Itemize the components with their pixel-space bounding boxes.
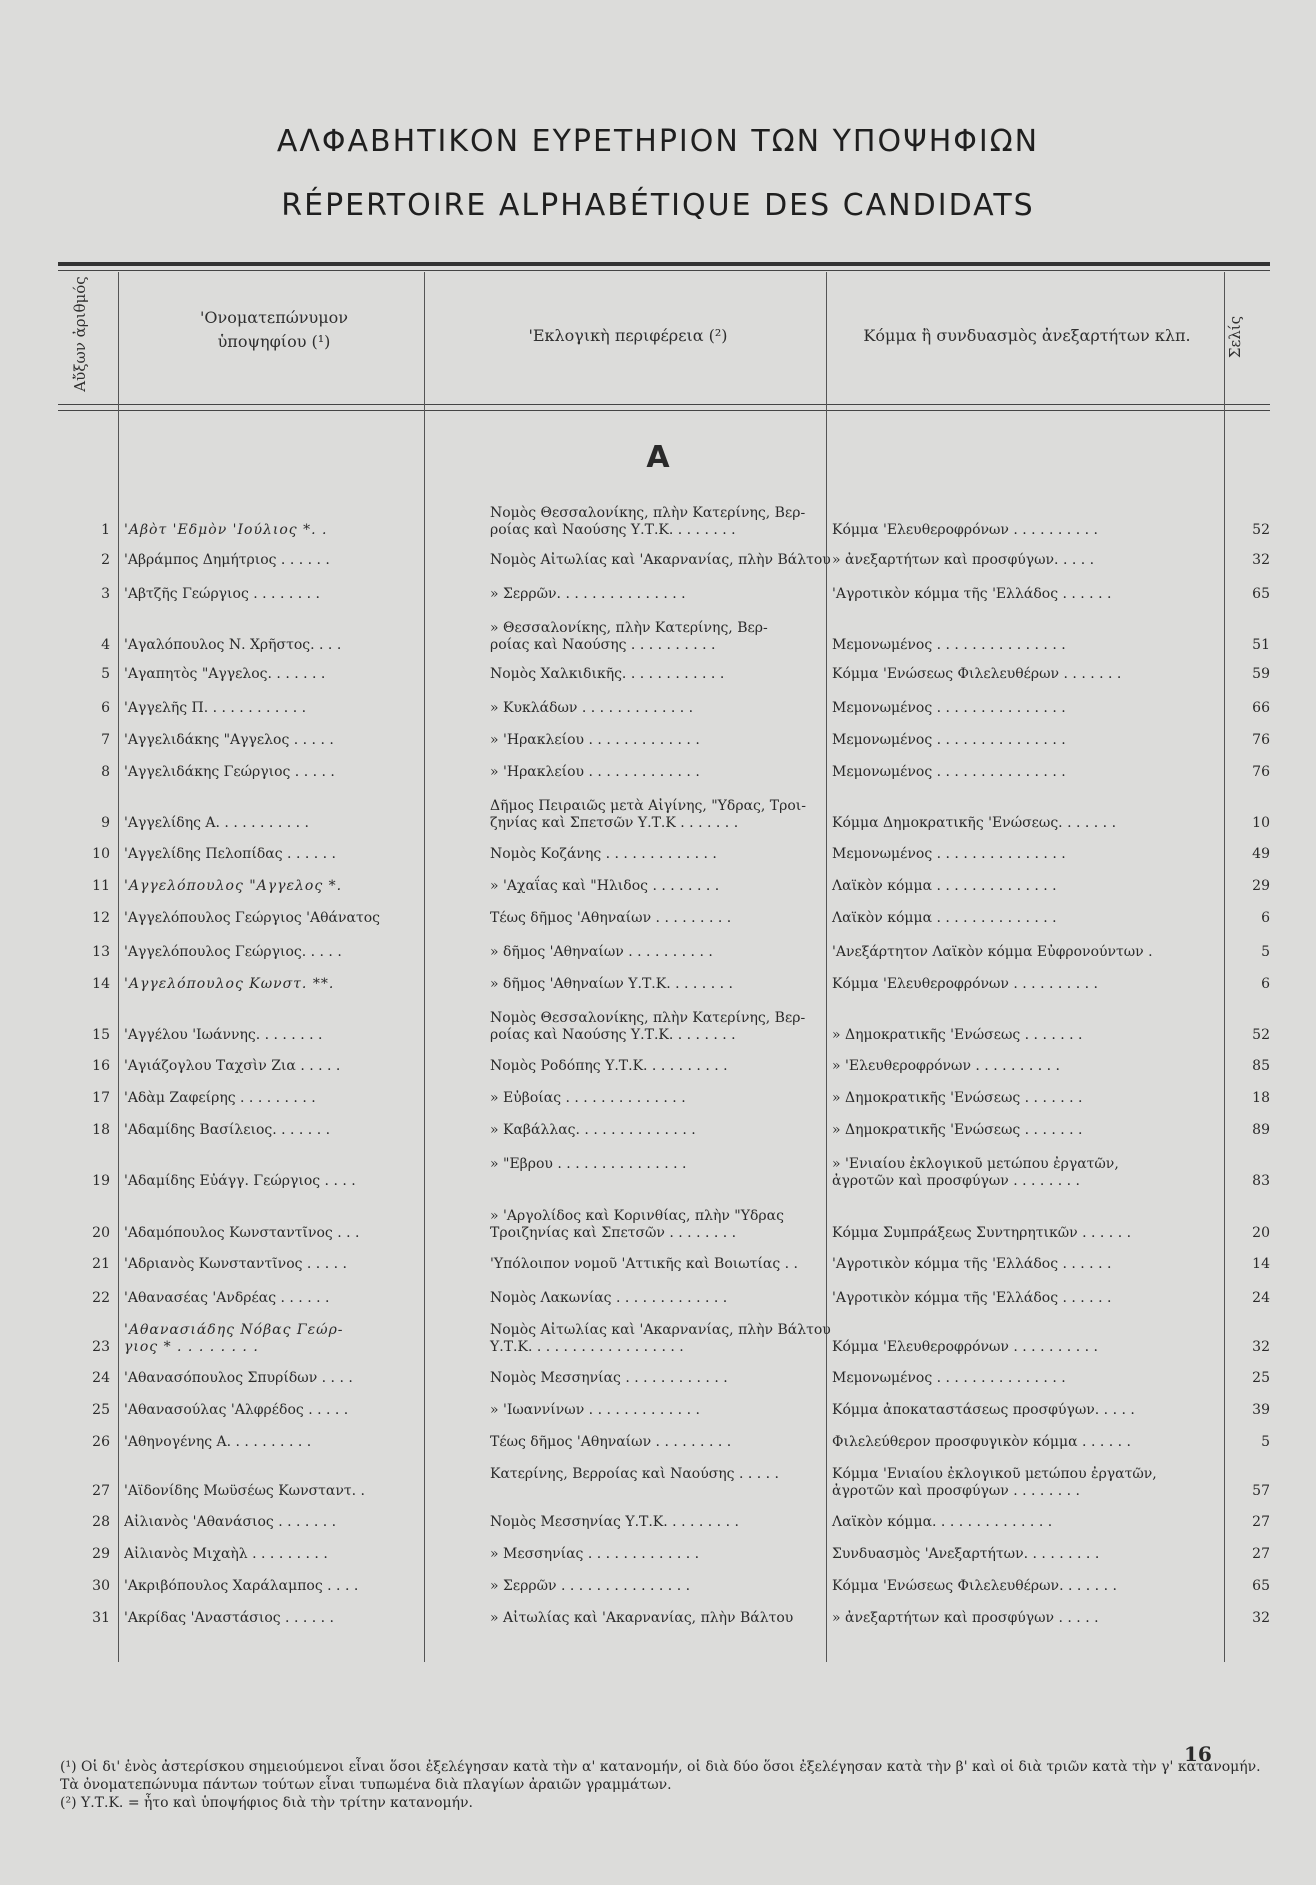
electoral-region: Νομὸς Αἰτωλίας καὶ 'Ακαρνανίας, πλὴν Βάλτου Υ.Τ.Κ. . . . . . . . . . . . . . . . . .	[490, 1322, 831, 1355]
header-rule-top-thin	[58, 270, 1270, 271]
candidate-name: 'Αβτζῆς Γεώργιος . . . . . . . .	[124, 586, 321, 602]
row-number: 9	[101, 815, 110, 831]
page-reference: 83	[1252, 1173, 1270, 1189]
candidate-name: 'Αδαμόπουλος Κωνσταντῖνος . . .	[124, 1225, 360, 1241]
party-name: Κόμμα 'Ενώσεως Φιλελευθέρων . . . . . . .	[832, 666, 1122, 682]
page-reference: 89	[1252, 1122, 1270, 1138]
row-number: 25	[92, 1402, 110, 1418]
column-header-region: 'Εκλογικὴ περιφέρεια (²)	[528, 326, 728, 345]
party-name: Συνδυασμὸς 'Ανεξαρτήτων. . . . . . . . .	[832, 1546, 1100, 1562]
electoral-region: » Σερρῶν. . . . . . . . . . . . . . .	[490, 586, 686, 602]
party-name: Μεμονωμένος . . . . . . . . . . . . . . .	[832, 764, 1066, 780]
row-number: 7	[101, 732, 110, 748]
candidate-name: 'Αγγελιδάκης Γεώργιος . . . . .	[124, 764, 335, 780]
row-number: 2	[101, 552, 110, 568]
column-header-name	[124, 306, 424, 354]
electoral-region: 'Υπόλοιπον νομοῦ 'Αττικῆς καὶ Βοιωτίας . .	[490, 1256, 798, 1272]
page-reference: 32	[1252, 1339, 1270, 1355]
party-name: » 'Ενιαίου ἐκλογικοῦ μετώπου ἐργατῶν, ἀγροτῶν καὶ προσφύγων . . . . . . . .	[832, 1156, 1119, 1189]
page-reference: 27	[1252, 1514, 1270, 1530]
party-name: Κόμμα Συμπράξεως Συντηρητικῶν . . . . . .	[832, 1225, 1132, 1241]
candidate-name: 'Αγγελόπουλος "Αγγελος *.	[124, 878, 343, 894]
electoral-region: » δῆμος 'Αθηναίων . . . . . . . . . .	[490, 944, 713, 960]
row-number: 17	[92, 1090, 110, 1106]
page-reference: 32	[1252, 1610, 1270, 1626]
page-reference: 57	[1252, 1483, 1270, 1499]
candidate-name: Αἰλιανὸς 'Αθανάσιος . . . . . . .	[124, 1514, 337, 1530]
electoral-region: Τέως δῆμος 'Αθηναίων . . . . . . . . .	[490, 910, 732, 926]
candidate-name: 'Αθηνογένης Α. . . . . . . . . .	[124, 1434, 312, 1450]
row-number: 26	[92, 1434, 110, 1450]
page-reference: 49	[1252, 846, 1270, 862]
candidate-name: 'Αγγελόπουλος Γεώργιος. . . . .	[124, 944, 342, 960]
candidate-name: 'Αγγελόπουλος Γεώργιος 'Αθάνατος	[124, 910, 380, 926]
row-number: 14	[92, 976, 110, 992]
row-number: 20	[92, 1225, 110, 1241]
electoral-region: Νομὸς Αἰτωλίας καὶ 'Ακαρνανίας, πλὴν Βάλτου	[490, 552, 831, 568]
title-greek: ΑΛΦΑΒΗΤΙΚΟΝ ΕΥΡΕΤΗΡΙΟΝ ΤΩΝ ΥΠΟΨΗΦΙΩΝ	[276, 124, 1040, 159]
row-number: 1	[101, 522, 110, 538]
row-number: 18	[92, 1122, 110, 1138]
party-name: » 'Ελευθεροφρόνων . . . . . . . . . .	[832, 1058, 1060, 1074]
page-reference: 14	[1252, 1256, 1270, 1272]
page-reference: 76	[1252, 732, 1270, 748]
electoral-region: » 'Αργολίδος καὶ Κορινθίας, πλὴν "Υδρας Τροιζηνίας καὶ Σπετσῶν . . . . . . . .	[490, 1208, 784, 1241]
row-number: 8	[101, 764, 110, 780]
row-number: 13	[92, 944, 110, 960]
electoral-region: » 'Ιωαννίνων . . . . . . . . . . . . .	[490, 1402, 700, 1418]
row-number: 6	[101, 700, 110, 716]
electoral-region: » Εὐβοίας . . . . . . . . . . . . . .	[490, 1090, 686, 1106]
column-header-number: Αὔξων ἀριθμός	[71, 276, 89, 392]
party-name: Μεμονωμένος . . . . . . . . . . . . . . .	[832, 700, 1066, 716]
page-reference: 52	[1252, 1027, 1270, 1043]
electoral-region: » "Εβρου . . . . . . . . . . . . . . .	[490, 1156, 687, 1172]
electoral-region: Νομὸς Χαλκιδικῆς. . . . . . . . . . . .	[490, 666, 725, 682]
candidate-name: 'Αγγελόπουλος Κωνστ. **.	[124, 976, 335, 992]
party-name: Λαϊκὸν κόμμα. . . . . . . . . . . . . .	[832, 1514, 1053, 1530]
candidate-name: 'Αβὸτ 'Εδμὸν 'Ιούλιος *. .	[124, 522, 328, 538]
footnote-2: (²) Υ.Τ.Κ. = ἦτο καὶ ὑποψήφιος διὰ τὴν τρίτην κατανομήν.	[60, 1795, 473, 1811]
footnote-1: (¹) Οἱ δι' ἑνὸς ἀστερίσκου σημειούμενοι εἶναι ὅσοι ἐξελέγησαν κατὰ τὴν α' κατανομήν, οἱ διὰ δύο ὅσοι ἐξελέγησαν κατὰ τὴν β' καὶ οἱ διὰ τριῶν κατὰ τὴν γ' κατανομήν. Τὰ ὀνοματεπώνυμα πάντων τούτων εἶναι τυπωμένα διὰ πλαγίων ἀραιῶν γραμμάτων.	[60, 1759, 1261, 1793]
candidate-name: 'Αγαπητὸς "Αγγελος. . . . . . .	[124, 666, 326, 682]
electoral-region: Κατερίνης, Βερροίας καὶ Ναούσης . . . . .	[490, 1466, 780, 1482]
row-number: 23	[92, 1339, 110, 1355]
party-name: Μεμονωμένος . . . . . . . . . . . . . . .	[832, 846, 1066, 862]
party-name: » Δημοκρατικῆς 'Ενώσεως . . . . . . .	[832, 1090, 1083, 1106]
column-header-party: Κόμμα ἢ συνδυασμὸς ἀνεξαρτήτων κλπ.	[863, 326, 1191, 345]
row-number: 5	[101, 666, 110, 682]
candidate-name: 'Αβράμπος Δημήτριος . . . . . .	[124, 552, 330, 568]
row-number: 29	[92, 1546, 110, 1562]
party-name: » Δημοκρατικῆς 'Ενώσεως . . . . . . .	[832, 1122, 1083, 1138]
page-reference: 6	[1261, 910, 1270, 926]
electoral-region: » Κυκλάδων . . . . . . . . . . . . .	[490, 700, 694, 716]
party-name: » Δημοκρατικῆς 'Ενώσεως . . . . . . .	[832, 1027, 1083, 1043]
column-divider-region	[826, 272, 827, 1662]
header-rule-bottom	[58, 404, 1270, 405]
candidate-name: 'Αδριανὸς Κωνσταντῖνος . . . . .	[124, 1256, 347, 1272]
candidate-name: 'Αθανασούλας 'Αλφρέδος . . . . .	[124, 1402, 349, 1418]
electoral-region: Νομὸς Ροδόπης Υ.Τ.Κ. . . . . . . . . .	[490, 1058, 728, 1074]
candidate-name: 'Αθανασιάδης Νόβας Γεώρ- γιος * . . . . . . . .	[124, 1322, 344, 1355]
party-name: Κόμμα ἀποκαταστάσεως προσφύγων. . . . .	[832, 1402, 1135, 1418]
party-name: Κόμμα Δημοκρατικῆς 'Ενώσεως. . . . . . .	[832, 815, 1117, 831]
electoral-region: » Θεσσαλονίκης, πλὴν Κατερίνης, Βερ- ροίας καὶ Ναούσης . . . . . . . . . .	[490, 620, 768, 653]
page-reference: 10	[1252, 815, 1270, 831]
page-reference: 52	[1252, 522, 1270, 538]
header-rule-top	[58, 262, 1270, 266]
candidate-name: 'Αθανασόπουλος Σπυρίδων . . . .	[124, 1370, 353, 1386]
page-reference: 5	[1261, 1434, 1270, 1450]
row-number: 31	[92, 1610, 110, 1626]
row-number: 4	[101, 637, 110, 653]
row-number: 22	[92, 1290, 110, 1306]
page-reference: 25	[1252, 1370, 1270, 1386]
candidate-name: 'Αδαμίδης Εὐάγγ. Γεώργιος . . . .	[124, 1173, 356, 1189]
party-name: 'Αγροτικὸν κόμμα τῆς 'Ελλάδος . . . . . .	[832, 1256, 1112, 1272]
footnotes	[60, 1758, 1272, 1812]
column-header-name-line2: ὑποψηφίου (¹)	[217, 332, 331, 351]
candidate-name: 'Αϊδονίδης Μωϋσέως Κωνσταντ. .	[124, 1483, 365, 1499]
electoral-region: Δῆμος Πειραιῶς μετὰ Αἰγίνης, "Υδρας, Τροι- ζηνίας καὶ Σπετσῶν Υ.Τ.Κ . . . . . . .	[490, 798, 806, 831]
party-name: Λαϊκὸν κόμμα . . . . . . . . . . . . . .	[832, 878, 1057, 894]
electoral-region: » Καβάλλας. . . . . . . . . . . . . .	[490, 1122, 696, 1138]
row-number: 12	[92, 910, 110, 926]
candidate-name: 'Αγγελῆς Π. . . . . . . . . . . .	[124, 700, 307, 716]
page-reference: 39	[1252, 1402, 1270, 1418]
row-number: 30	[92, 1578, 110, 1594]
candidate-name: 'Ακρίδας 'Αναστάσιος . . . . . .	[124, 1610, 334, 1626]
column-header-page: Σελίς	[1226, 315, 1244, 359]
electoral-region: Νομὸς Μεσσηνίας . . . . . . . . . . . .	[490, 1370, 728, 1386]
candidate-name: 'Αγγελίδης Α. . . . . . . . . . .	[124, 815, 309, 831]
party-name: 'Αγροτικὸν κόμμα τῆς 'Ελλάδος . . . . . .	[832, 1290, 1112, 1306]
party-name: Κόμμα 'Ενιαίου ἐκλογικοῦ μετώπου ἐργατῶν, ἀγροτῶν καὶ προσφύγων . . . . . . . .	[832, 1466, 1157, 1499]
header-rule-bottom-2	[58, 410, 1270, 411]
page-reference: 29	[1252, 878, 1270, 894]
electoral-region: Τέως δῆμος 'Αθηναίων . . . . . . . . .	[490, 1434, 732, 1450]
party-name: Μεμονωμένος . . . . . . . . . . . . . . .	[832, 732, 1066, 748]
column-divider-number	[118, 272, 119, 1662]
party-name: Λαϊκὸν κόμμα . . . . . . . . . . . . . .	[832, 910, 1057, 926]
page-reference: 18	[1252, 1090, 1270, 1106]
row-number: 28	[92, 1514, 110, 1530]
candidate-name: 'Αγιάζογλου Ταχσὶν Ζια . . . . .	[124, 1058, 341, 1074]
page-reference: 65	[1252, 586, 1270, 602]
party-name: Κόμμα 'Ελευθεροφρόνων . . . . . . . . . .	[832, 976, 1098, 992]
electoral-region: Νομὸς Λακωνίας . . . . . . . . . . . . .	[490, 1290, 728, 1306]
electoral-region: » δῆμος 'Αθηναίων Υ.Τ.Κ. . . . . . . .	[490, 976, 733, 992]
candidate-name: Αἰλιανὸς Μιχαὴλ . . . . . . . . .	[124, 1546, 328, 1562]
party-name: Φιλελεύθερον προσφυγικὸν κόμμα . . . . . .	[832, 1434, 1131, 1450]
page-reference: 85	[1252, 1058, 1270, 1074]
column-divider-name	[424, 272, 425, 1662]
candidate-name: 'Αδαμίδης Βασίλειος. . . . . . .	[124, 1122, 331, 1138]
party-name: Κόμμα 'Ελευθεροφρόνων . . . . . . . . . .	[832, 522, 1098, 538]
page-number: 16	[1184, 1742, 1212, 1766]
party-name: » ἀνεξαρτήτων καὶ προσφύγων. . . . .	[832, 552, 1095, 568]
row-number: 21	[92, 1256, 110, 1272]
candidate-name: 'Αδὰμ Ζαφείρης . . . . . . . . .	[124, 1090, 316, 1106]
row-number: 15	[92, 1027, 110, 1043]
party-name: Μεμονωμένος . . . . . . . . . . . . . . .	[832, 637, 1066, 653]
section-letter: Α	[646, 440, 670, 475]
title-french: RÉPERTOIRE ALPHABÉTIQUE DES CANDIDATS	[281, 188, 1035, 223]
electoral-region: » Αἰτωλίας καὶ 'Ακαρνανίας, πλὴν Βάλτου	[490, 1610, 794, 1626]
row-number: 3	[101, 586, 110, 602]
party-name: Κόμμα 'Ελευθεροφρόνων . . . . . . . . . .	[832, 1339, 1098, 1355]
page-reference: 51	[1252, 637, 1270, 653]
party-name: Κόμμα 'Ενώσεως Φιλελευθέρων. . . . . . .	[832, 1578, 1117, 1594]
electoral-region: » 'Ηρακλείου . . . . . . . . . . . . .	[490, 764, 700, 780]
candidate-name: 'Αγγελίδης Πελοπίδας . . . . . .	[124, 846, 336, 862]
electoral-region: Νομὸς Θεσσαλονίκης, πλὴν Κατερίνης, Βερ- ροίας καὶ Ναούσης Υ.Τ.Κ. . . . . . . .	[490, 1010, 806, 1043]
candidate-name: 'Αγαλόπουλος Ν. Χρῆστος. . . .	[124, 637, 342, 653]
electoral-region: » Σερρῶν . . . . . . . . . . . . . . .	[490, 1578, 691, 1594]
page-reference: 76	[1252, 764, 1270, 780]
candidate-name: 'Αγγελιδάκης "Αγγελος . . . . .	[124, 732, 334, 748]
party-name: 'Ανεξάρτητον Λαϊκὸν κόμμα Εὐφρονούντων .	[832, 944, 1153, 960]
candidate-name: 'Αθανασέας 'Ανδρέας . . . . . .	[124, 1290, 330, 1306]
column-header-name-line1: 'Ονοματεπώνυμον	[200, 308, 348, 327]
page-reference: 6	[1261, 976, 1270, 992]
row-number: 27	[92, 1483, 110, 1499]
page-reference: 27	[1252, 1546, 1270, 1562]
page-reference: 59	[1252, 666, 1270, 682]
page-reference: 24	[1252, 1290, 1270, 1306]
candidate-name: 'Αγγέλου 'Ιωάννης. . . . . . . .	[124, 1027, 323, 1043]
row-number: 10	[92, 846, 110, 862]
page-reference: 66	[1252, 700, 1270, 716]
row-number: 16	[92, 1058, 110, 1074]
electoral-region: Νομὸς Μεσσηνίας Υ.Τ.Κ. . . . . . . . .	[490, 1514, 739, 1530]
page-reference: 5	[1261, 944, 1270, 960]
row-number: 19	[92, 1173, 110, 1189]
row-number: 11	[92, 878, 110, 894]
row-number: 24	[92, 1370, 110, 1386]
electoral-region: » 'Ηρακλείου . . . . . . . . . . . . .	[490, 732, 700, 748]
electoral-region: » 'Αχαΐας καὶ "Ηλιδος . . . . . . . .	[490, 878, 720, 894]
candidate-name: 'Ακριβόπουλος Χαράλαμπος . . . .	[124, 1578, 359, 1594]
page-reference: 65	[1252, 1578, 1270, 1594]
page-reference: 20	[1252, 1225, 1270, 1241]
page-reference: 32	[1252, 552, 1270, 568]
party-name: 'Αγροτικὸν κόμμα τῆς 'Ελλάδος . . . . . .	[832, 586, 1112, 602]
column-divider-party	[1224, 272, 1225, 1662]
electoral-region: Νομὸς Θεσσαλονίκης, πλὴν Κατερίνης, Βερ- ροίας καὶ Ναούσης Υ.Τ.Κ. . . . . . . .	[490, 505, 806, 538]
party-name: » ἀνεξαρτήτων καὶ προσφύγων . . . . .	[832, 1610, 1099, 1626]
electoral-region: » Μεσσηνίας . . . . . . . . . . . . .	[490, 1546, 700, 1562]
party-name: Μεμονωμένος . . . . . . . . . . . . . . .	[832, 1370, 1066, 1386]
electoral-region: Νομὸς Κοζάνης . . . . . . . . . . . . .	[490, 846, 717, 862]
